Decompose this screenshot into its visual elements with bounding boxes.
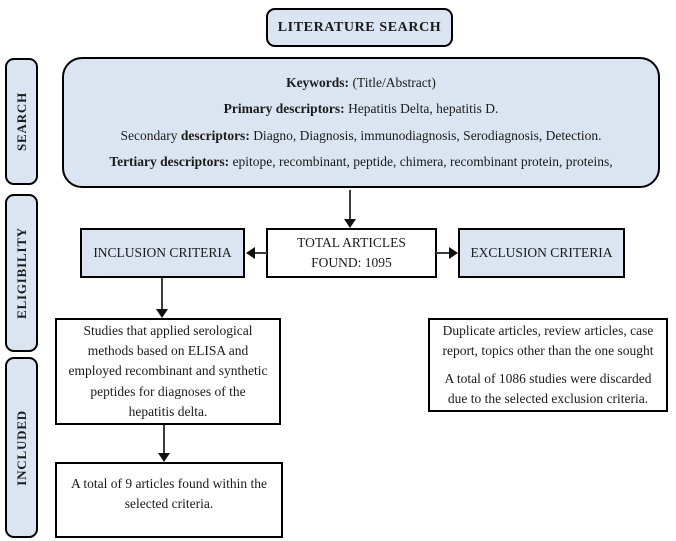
- stage-label-included: [5, 357, 38, 538]
- literature-search-box: [266, 8, 453, 47]
- inclusion-criteria-label: INCLUSION CRITERIA: [93, 245, 232, 260]
- literature-search-label: LITERATURE SEARCH: [277, 19, 442, 35]
- arrow-total-to-inclusion-head: [246, 247, 255, 259]
- primary-rest: Hepatitis Delta, hepatitis D.: [344, 101, 499, 117]
- primary-descriptors-line: [78, 101, 644, 117]
- keywords-line: [78, 75, 644, 91]
- exclusion-criteria-label: EXCLUSION CRITERIA: [470, 245, 613, 260]
- stage-label-search: [5, 58, 38, 185]
- total-articles-line2: FOUND: 1095: [311, 255, 392, 270]
- arrow-total-to-exclusion-head: [449, 247, 458, 259]
- exclusion-criteria-box: [458, 228, 625, 278]
- search-keywords-panel: [62, 57, 660, 188]
- studies-description-box: [55, 318, 281, 425]
- secondary-pre: Secondary: [120, 127, 181, 143]
- discarded-articles-box: [428, 318, 668, 412]
- arrow-total-to-exclusion-stem: [436, 252, 449, 254]
- secondary-bold: descriptors:: [180, 127, 250, 143]
- arrow-total-to-inclusion-stem: [254, 252, 267, 254]
- arrow-studies-to-result-head: [158, 453, 170, 462]
- secondary-descriptors-line: [78, 128, 644, 144]
- arrow-inclusion-to-studies-head: [156, 309, 168, 318]
- tertiary-rest: epitope, recombinant, peptide, chimera, recombinant protein, proteins,: [229, 153, 613, 169]
- arrow-inclusion-to-studies-stem: [161, 278, 163, 309]
- tertiary-descriptors-line: [78, 154, 644, 170]
- arrow-studies-to-result-stem: [163, 425, 165, 453]
- studies-description-text: Studies that applied serological methods based on ELISA and employed recombinant and synthetic peptides for diagnoses of the hepatitis delta.: [68, 322, 268, 419]
- result-articles-box: [55, 462, 283, 538]
- total-articles-box: [266, 228, 437, 278]
- discarded-para2: A total of 1086 studies were discarded due to the selected exclusion criteria.: [444, 371, 652, 407]
- keywords-rest: (Title/Abstract): [349, 75, 436, 91]
- arrow-search-to-total-head: [344, 219, 356, 228]
- discarded-para1: Duplicate articles, review articles, case report, topics other than the one sought: [442, 322, 654, 358]
- total-articles-line1: TOTAL ARTICLES: [297, 235, 406, 251]
- arrow-search-to-total-stem: [349, 190, 351, 219]
- keywords-bold: Keywords:: [286, 75, 350, 91]
- tertiary-bold: Tertiary descriptors:: [109, 153, 230, 169]
- result-articles-text: A total of 9 articles found within the selected criteria.: [70, 476, 268, 512]
- primary-bold: Primary descriptors:: [223, 101, 345, 117]
- secondary-rest: Diagno, Diagnosis, immunodiagnosis, Serodiagnosis, Detection.: [249, 127, 602, 143]
- stage-included-text: INCLUDED: [13, 409, 29, 486]
- stage-search-text: SEARCH: [13, 92, 29, 151]
- stage-eligibility-text: ELIGIBILITY: [13, 227, 29, 319]
- stage-label-eligibility: [5, 194, 38, 352]
- inclusion-criteria-box: [80, 228, 245, 278]
